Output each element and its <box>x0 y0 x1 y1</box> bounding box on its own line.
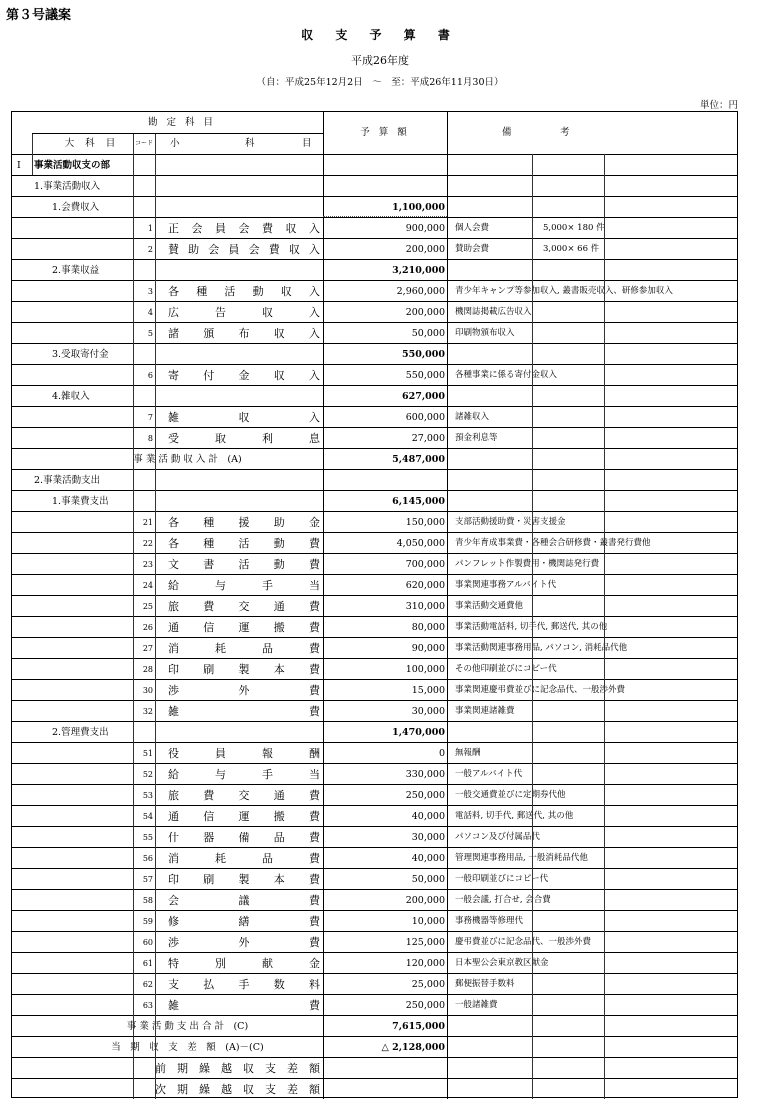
account-item: 文 書 活 動 費 <box>168 558 320 571</box>
budget-amount: 6,145,000 <box>392 496 445 507</box>
account-code: 54 <box>142 812 153 821</box>
budget-amount: 7,615,000 <box>392 1021 445 1032</box>
table-row <box>12 427 737 449</box>
remark: 事業活動交通費他 <box>455 601 524 611</box>
column-divider <box>133 133 134 1099</box>
account-code: 1 <box>147 224 153 233</box>
budget-amount: 150,000 <box>405 517 445 528</box>
account-item: 旅 費 交 通 費 <box>168 600 320 613</box>
account-code: 3 <box>147 287 153 296</box>
dotted-separator <box>323 216 447 217</box>
budget-amount: 250,000 <box>405 790 445 801</box>
account-code: 22 <box>142 539 153 548</box>
budget-amount: 25,000 <box>411 979 445 990</box>
table-row <box>12 805 737 827</box>
table-row <box>12 952 737 974</box>
header-code: コード <box>134 140 153 147</box>
account-code: 59 <box>142 917 153 926</box>
account-item: 寄 付 金 収 入 <box>168 369 320 382</box>
budget-amount: 40,000 <box>411 811 445 822</box>
carryover-item: 次 期 繰 越 収 支 差 額 <box>155 1083 320 1096</box>
budget-amount: 125,000 <box>405 937 445 948</box>
header-kanjo-kamoku: 勘 定 科 目 <box>147 117 217 128</box>
remark-detail: 3,000× 66 件 <box>543 244 600 254</box>
budget-amount: 0 <box>438 748 445 759</box>
subcategory-label: 1.事業費支出 <box>52 496 109 507</box>
account-item: 雑 収 入 <box>168 411 320 424</box>
account-item: 正 会 員 会 費 収 入 <box>168 222 320 235</box>
remark: 日本聖公会東京教区献金 <box>455 958 549 968</box>
remark: 無報酬 <box>455 748 481 758</box>
account-code: 56 <box>142 854 153 863</box>
budget-amount: 30,000 <box>411 706 445 717</box>
budget-amount: 1,470,000 <box>392 727 445 738</box>
remark: パソコン及び付属品代 <box>455 832 540 842</box>
account-code: 6 <box>147 371 153 380</box>
budget-amount: 250,000 <box>405 1000 445 1011</box>
table-row <box>12 301 737 323</box>
budget-table <box>11 111 738 1098</box>
budget-amount: 90,000 <box>411 643 445 654</box>
budget-amount: 700,000 <box>405 559 445 570</box>
table-row <box>12 910 737 932</box>
account-item: 雑 費 <box>168 999 320 1012</box>
budget-amount: 5,487,000 <box>392 454 445 465</box>
account-item: 給 与 手 当 <box>168 579 320 592</box>
table-row <box>12 784 737 806</box>
table-row <box>12 637 737 659</box>
subcategory-label: 4.雑収入 <box>52 391 90 402</box>
remark-detail: 5,000× 180 件 <box>543 223 605 233</box>
table-row <box>12 217 737 239</box>
budget-amount: 310,000 <box>405 601 445 612</box>
budget-amount: 4,050,000 <box>396 538 445 549</box>
budget-amount: △ 2,128,000 <box>381 1042 445 1053</box>
account-code: 52 <box>142 770 153 779</box>
account-code: 23 <box>142 560 153 569</box>
carryover-item: 前 期 繰 越 収 支 差 額 <box>155 1062 320 1075</box>
account-item: 諸 頒 布 収 入 <box>168 327 320 340</box>
account-item: 各 種 援 助 金 <box>168 516 320 529</box>
table-row <box>12 826 737 848</box>
table-row <box>12 322 737 344</box>
account-item: 旅 費 交 通 費 <box>168 789 320 802</box>
remark: 一般印刷並びにコピー代 <box>455 874 549 884</box>
remark: 印刷物頒布収入 <box>455 328 515 338</box>
account-code: 5 <box>147 329 153 338</box>
account-item: 各 種 活 動 収 入 <box>168 285 320 298</box>
table-row <box>12 343 737 365</box>
remark: 事業活動関連事務用品, パソコン, 消耗品代他 <box>455 643 628 653</box>
budget-amount: 627,000 <box>402 391 445 402</box>
budget-amount: 200,000 <box>405 244 445 255</box>
remark: 一般交通費並びに定期券代他 <box>455 790 566 800</box>
remark: 事務機器等修理代 <box>455 916 524 926</box>
column-divider <box>323 112 324 1099</box>
table-row <box>12 154 737 176</box>
table-row <box>12 742 737 764</box>
remark: パンフレット作製費用・機関誌発行費 <box>455 559 600 569</box>
table-row <box>12 658 737 680</box>
remark: 預金利息等 <box>455 433 498 443</box>
budget-amount: 30,000 <box>411 832 445 843</box>
table-row <box>12 238 737 260</box>
budget-amount: 620,000 <box>405 580 445 591</box>
header-sho: 小 <box>170 138 180 149</box>
budget-amount: 600,000 <box>405 412 445 423</box>
remark: 電話料, 切手代, 郵送代, 其の他 <box>455 811 574 821</box>
account-code: 30 <box>142 686 153 695</box>
account-item: 修 繕 費 <box>168 915 320 928</box>
subcategory-label: 2.事業収益 <box>52 265 100 276</box>
account-code: 28 <box>142 665 153 674</box>
table-row <box>12 868 737 890</box>
table-row <box>12 490 737 512</box>
budget-amount: 1,100,000 <box>392 202 445 213</box>
table-row <box>12 406 737 428</box>
table-row <box>12 994 737 1016</box>
header-divider <box>32 133 323 134</box>
remark: 事業活動電話料, 切手代, 郵送代, 其の他 <box>455 622 608 632</box>
remark: 機関誌掲載広告収入 <box>455 307 532 317</box>
table-row <box>12 616 737 638</box>
remark: 青少年キャンプ等参加収入, 叢書販売収入、研修参加収入 <box>455 286 673 296</box>
remark: 賛助会費 <box>455 244 490 254</box>
remark: 郵便振替手数料 <box>455 979 515 989</box>
account-item: 役 員 報 酬 <box>168 747 320 760</box>
account-code: 24 <box>142 581 153 590</box>
budget-amount: 200,000 <box>405 895 445 906</box>
account-item: 什 器 備 品 費 <box>168 831 320 844</box>
table-row <box>12 1057 737 1079</box>
table-row <box>12 385 737 407</box>
header-biko-2: 考 <box>560 127 570 138</box>
table-row <box>12 259 737 281</box>
account-code: 62 <box>142 980 153 989</box>
account-code: 4 <box>147 308 153 317</box>
header-biko-1: 備 <box>502 127 512 138</box>
table-row <box>12 595 737 617</box>
account-item: 渉 外 費 <box>168 684 320 697</box>
budget-amount: 330,000 <box>405 769 445 780</box>
account-item: 各 種 活 動 費 <box>168 537 320 550</box>
table-row <box>12 553 737 575</box>
budget-amount: 10,000 <box>411 916 445 927</box>
account-item: 支 払 手 数 料 <box>168 978 320 991</box>
budget-amount: 900,000 <box>405 223 445 234</box>
budget-amount: 80,000 <box>411 622 445 633</box>
section-label: 事業活動収支の部 <box>34 160 111 171</box>
budget-amount: 50,000 <box>411 874 445 885</box>
remark: 支部活動援助費・災害支援金 <box>455 517 566 527</box>
account-item: 受 取 利 息 <box>168 432 320 445</box>
budget-amount: 27,000 <box>411 433 445 444</box>
budget-amount: 550,000 <box>405 370 445 381</box>
account-item: 給 与 手 当 <box>168 768 320 781</box>
unit-label: 単位：円 <box>699 100 738 111</box>
section-number: I <box>17 160 21 171</box>
table-row <box>12 448 737 470</box>
budget-amount: 120,000 <box>405 958 445 969</box>
remark: 一般諸雑費 <box>455 1000 498 1010</box>
header-dai-kamoku: 大 科 目 <box>64 138 120 149</box>
account-code: 63 <box>142 1001 153 1010</box>
remark: 事業関連事務アルバイト代 <box>455 580 557 590</box>
table-row <box>12 469 737 491</box>
budget-amount: 50,000 <box>411 328 445 339</box>
header-sho-ka: 科 <box>245 138 255 149</box>
table-row <box>12 763 737 785</box>
budget-amount: 15,000 <box>411 685 445 696</box>
account-code: 51 <box>142 749 153 758</box>
account-code: 7 <box>147 413 153 422</box>
budget-amount: 40,000 <box>411 853 445 864</box>
budget-amount: 3,210,000 <box>392 265 445 276</box>
account-item: 通 信 運 搬 費 <box>168 621 320 634</box>
remark: 慶弔費並びに記念品代、一般渉外費 <box>455 937 592 947</box>
account-code: 58 <box>142 896 153 905</box>
fiscal-period: （自：平成25年12月2日 ～ 至：平成26年11月30日） <box>256 77 504 88</box>
account-item: 通 信 運 搬 費 <box>168 810 320 823</box>
account-item: 印 刷 製 本 費 <box>168 663 320 676</box>
table-row <box>12 721 737 743</box>
subcategory-label: 2.管理費支出 <box>52 727 109 738</box>
agenda-number: 第３号議案 <box>6 8 72 23</box>
header-sho-moku: 目 <box>302 138 312 149</box>
account-item: 会 議 費 <box>168 894 320 907</box>
table-row <box>12 700 737 722</box>
account-item: 広 告 収 入 <box>168 306 320 319</box>
subcategory-label: 3.受取寄付金 <box>52 349 109 360</box>
category-label: 1.事業活動収入 <box>34 181 101 192</box>
account-code: 57 <box>142 875 153 884</box>
remark: 諸雑収入 <box>455 412 490 422</box>
account-code: 61 <box>142 959 153 968</box>
table-row <box>12 574 737 596</box>
account-code: 2 <box>147 245 153 254</box>
column-divider <box>447 112 448 1099</box>
budget-amount: 100,000 <box>405 664 445 675</box>
remark: 管理関連事務用品, 一般消耗品代他 <box>455 853 588 863</box>
account-item: 賛 助 会 員 会 費 収 入 <box>168 243 320 256</box>
table-row <box>12 847 737 869</box>
remark: 各種事業に係る寄付金収入 <box>455 370 558 380</box>
table-row <box>12 1078 737 1100</box>
budget-amount: 2,960,000 <box>396 286 445 297</box>
account-item: 印 刷 製 本 費 <box>168 873 320 886</box>
remark: その他印刷並びにコピー代 <box>455 664 557 674</box>
remark: 青少年育成事業費・各種会合研修費・叢書発行費他 <box>455 538 651 548</box>
remark: 事業関連諸雑費 <box>455 706 515 716</box>
account-item: 雑 費 <box>168 705 320 718</box>
fiscal-year: 平成26年度 <box>351 54 409 67</box>
remark: 一般アルバイト代 <box>455 769 523 779</box>
table-row <box>12 889 737 911</box>
table-row <box>12 679 737 701</box>
table-row <box>12 511 737 533</box>
total-label: 事 業 活 動 支 出 合 計 (C) <box>126 1021 249 1032</box>
table-row <box>12 196 737 218</box>
table-row <box>12 532 737 554</box>
remark: 個人会費 <box>455 223 490 233</box>
account-code: 8 <box>147 434 153 443</box>
account-item: 渉 外 費 <box>168 936 320 949</box>
table-row <box>12 280 737 302</box>
budget-amount: 200,000 <box>405 307 445 318</box>
subcategory-label: 1.会費収入 <box>52 202 100 213</box>
document-title: 収 支 予 算 書 <box>301 28 459 42</box>
total-label: 当 期 収 支 差 額 (A)－(C) <box>111 1042 264 1053</box>
column-divider <box>155 133 156 1099</box>
category-label: 2.事業活動支出 <box>34 475 101 486</box>
header-yosan: 予 算 額 <box>360 127 410 138</box>
table-row <box>12 1036 737 1058</box>
account-code: 53 <box>142 791 153 800</box>
account-code: 26 <box>142 623 153 632</box>
budget-amount: 550,000 <box>402 349 445 360</box>
account-code: 27 <box>142 644 153 653</box>
total-label: 事 業 活 動 収 入 計 (A) <box>133 454 242 465</box>
account-item: 特 別 献 金 <box>168 957 320 970</box>
column-divider <box>604 154 605 1099</box>
account-code: 25 <box>142 602 153 611</box>
column-divider <box>32 133 33 175</box>
account-item: 消 耗 品 費 <box>168 642 320 655</box>
remark: 一般会議, 打合せ, 会合費 <box>455 895 551 905</box>
table-row <box>12 175 737 197</box>
account-item: 消 耗 品 費 <box>168 852 320 865</box>
account-code: 60 <box>142 938 153 947</box>
table-row <box>12 364 737 386</box>
account-code: 21 <box>142 518 153 527</box>
account-code: 55 <box>142 833 153 842</box>
account-code: 32 <box>142 707 153 716</box>
table-row <box>12 1015 737 1037</box>
column-divider <box>532 154 533 1099</box>
table-row <box>12 931 737 953</box>
remark: 事業関連慶弔費並びに記念品代、一般渉外費 <box>455 685 626 695</box>
table-row <box>12 973 737 995</box>
